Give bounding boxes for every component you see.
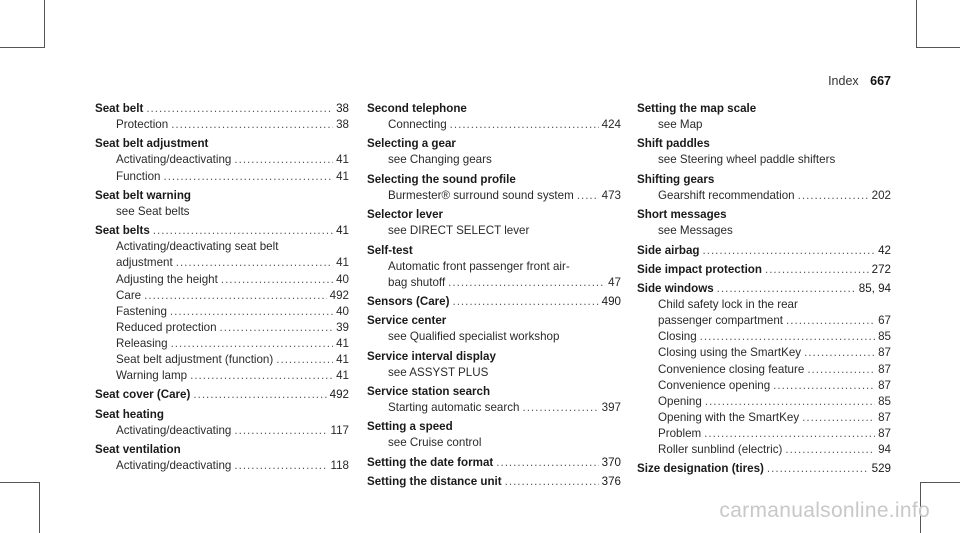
index-entry-heading — [637, 243, 891, 259]
index-entry-heading — [637, 101, 891, 117]
page-ref-link[interactable]: 41 — [336, 256, 349, 270]
index-subentry — [367, 117, 621, 133]
dot-leader — [234, 423, 327, 439]
subentry-text: see Map — [658, 118, 703, 132]
dot-leader — [786, 313, 875, 329]
dot-leader — [450, 117, 599, 133]
subentry-text: Reduced protection — [116, 320, 217, 334]
page-ref-link[interactable]: 85 — [878, 394, 891, 408]
page-ref-link[interactable]: 67 — [878, 314, 891, 328]
index-entry — [95, 136, 349, 184]
entry-title: Setting the map scale — [637, 102, 757, 115]
index-subentry — [95, 152, 349, 168]
index-subentry — [637, 117, 891, 133]
index-entry-heading — [637, 262, 891, 278]
dot-leader — [452, 294, 598, 310]
subentry-text: Warning lamp — [116, 369, 188, 383]
index-entry — [95, 188, 349, 220]
subentry-text: Activating/deactivating — [116, 459, 232, 473]
entry-title: Shift paddles — [637, 137, 710, 151]
page-ref-link[interactable]: 272 — [871, 262, 891, 276]
index-subentry — [637, 313, 891, 329]
subentry-text: adjustment — [116, 256, 173, 270]
entry-title: Seat ventilation — [95, 443, 181, 456]
index-entry — [637, 243, 891, 259]
index-entry-heading — [637, 461, 891, 477]
subentry-text: see Messages — [658, 224, 733, 238]
index-subentry — [637, 345, 891, 361]
subentry-text: Activating/deactivating seat belt — [116, 240, 279, 254]
index-entry — [367, 294, 621, 310]
index-entry-heading — [367, 455, 621, 471]
index-subentry — [95, 288, 349, 304]
index-entry — [637, 172, 891, 204]
dot-leader — [170, 304, 333, 320]
dot-leader — [798, 188, 869, 204]
page-ref-link[interactable]: 202 — [871, 188, 891, 202]
dot-leader — [505, 474, 599, 490]
dot-leader — [703, 243, 876, 259]
subentry-text: Gearshift recommendation — [658, 188, 795, 202]
index-entry-heading — [95, 101, 349, 117]
entry-title: Selecting a gear — [367, 137, 456, 151]
index-entry — [95, 407, 349, 439]
page-header — [828, 74, 891, 88]
page-ref-link[interactable]: 41 — [336, 352, 349, 366]
index-column-2 — [367, 101, 621, 493]
page-ref-link[interactable]: 41 — [336, 369, 349, 383]
index-entry — [367, 207, 621, 239]
dot-leader — [190, 368, 333, 384]
page-ref-link[interactable]: 118 — [330, 459, 349, 473]
dot-leader — [807, 362, 875, 378]
subentry-text: Problem — [658, 426, 702, 440]
subentry-text: see Cruise control — [388, 436, 482, 450]
page-ref-link[interactable]: 87 — [878, 362, 891, 376]
index-subentry — [95, 423, 349, 439]
dot-leader — [176, 255, 333, 271]
index-entry-heading — [637, 136, 891, 152]
index-subentry — [95, 117, 349, 133]
entry-title: Self-test — [367, 243, 413, 257]
dot-leader — [804, 345, 875, 361]
entry-title: Size designation (tires) — [637, 462, 764, 476]
entry-title: Side windows — [637, 282, 714, 296]
dot-leader — [144, 288, 327, 304]
index-subentry — [95, 352, 349, 368]
crop-mark — [916, 0, 917, 47]
page-number: 667 — [870, 74, 891, 88]
index-entry — [367, 349, 621, 381]
dot-leader — [163, 169, 333, 185]
page-ref-link[interactable]: 38 — [336, 102, 349, 115]
index-subentry — [367, 275, 621, 291]
index-subentry — [637, 329, 891, 345]
subentry-text: Starting automatic search — [388, 401, 520, 415]
page-ref-link[interactable]: 376 — [601, 475, 621, 489]
subentry-text: Automatic front passenger front air- — [388, 259, 570, 273]
subentry-text: see Changing gears — [388, 153, 492, 167]
dot-leader — [221, 272, 333, 288]
index-subentry — [637, 426, 891, 442]
index-entry-heading — [95, 407, 349, 423]
index-column-3 — [637, 101, 891, 481]
subentry-text: Burmester® surround sound system — [388, 188, 574, 202]
index-subentry — [95, 458, 349, 474]
dot-leader — [220, 320, 334, 336]
index-subentry — [367, 188, 621, 204]
entry-title: Setting the date format — [367, 455, 494, 469]
index-entry — [367, 384, 621, 416]
page-ref-link[interactable]: 397 — [601, 401, 621, 415]
subentry-text: Function — [116, 169, 161, 183]
subentry-text: Fastening — [116, 304, 167, 318]
subentry-text: Activating/deactivating — [116, 153, 232, 167]
index-entry-heading — [95, 136, 349, 152]
crop-mark — [920, 482, 960, 483]
dot-leader — [802, 410, 875, 426]
subentry-text: Connecting — [388, 118, 447, 132]
index-subentry — [367, 365, 621, 381]
index-entry-heading — [367, 419, 621, 435]
index-entry-heading — [367, 474, 621, 490]
crop-mark — [916, 47, 960, 48]
entry-title: Service center — [367, 314, 447, 328]
page-ref-link[interactable]: 85, 94 — [858, 282, 891, 296]
index-entry — [637, 136, 891, 168]
dot-leader — [234, 458, 327, 474]
page-ref-link[interactable]: 85 — [878, 330, 891, 344]
dot-leader — [773, 378, 875, 394]
entry-title: Short messages — [637, 208, 727, 222]
index-subentry — [95, 336, 349, 352]
index-entry — [367, 419, 621, 451]
index-entry-heading — [367, 101, 621, 117]
page-ref-link[interactable]: 424 — [601, 118, 621, 132]
index-entry-heading — [95, 442, 349, 458]
index-entry-heading — [367, 172, 621, 188]
subentry-text: Child safety lock in the rear — [658, 298, 798, 312]
index-entry — [637, 262, 891, 278]
subentry-text: passenger compartment — [658, 314, 784, 328]
page-ref-link[interactable]: 87 — [878, 426, 891, 440]
index-entry — [367, 136, 621, 168]
entry-title: Selector lever — [367, 208, 444, 222]
page-ref-link[interactable]: 94 — [878, 443, 891, 456]
page-ref-link[interactable]: 529 — [871, 462, 891, 476]
dot-leader — [705, 394, 875, 410]
dot-leader — [153, 223, 333, 239]
page-ref-link[interactable]: 492 — [329, 288, 349, 302]
crop-mark — [44, 0, 45, 47]
page-ref-link[interactable]: 41 — [336, 336, 349, 350]
index-entry-heading — [367, 136, 621, 152]
index-entry-heading — [637, 281, 891, 297]
subentry-text: Opening with the SmartKey — [658, 410, 800, 424]
subentry-text: Roller sunblind (electric) — [658, 443, 783, 456]
dot-leader — [765, 262, 869, 278]
entry-title: Seat belts — [95, 224, 150, 238]
index-entry-heading — [367, 243, 621, 259]
index-entry — [367, 455, 621, 471]
index-subentry — [95, 272, 349, 288]
entry-title: Seat belt warning — [95, 188, 191, 202]
page-ref-link[interactable]: 38 — [336, 118, 349, 132]
subentry-text: Adjusting the height — [116, 272, 218, 286]
entry-title: Side impact protection — [637, 262, 762, 276]
entry-title: Shifting gears — [637, 172, 715, 186]
index-entry-heading — [95, 188, 349, 204]
subentry-text: Seat belt adjustment (function) — [116, 352, 274, 366]
index-entry — [367, 474, 621, 490]
page-ref-link[interactable]: 370 — [601, 455, 621, 469]
index-entry-heading — [95, 387, 349, 403]
dot-leader — [171, 117, 333, 133]
page-ref-link[interactable]: 492 — [329, 388, 349, 402]
index-entry-heading — [367, 384, 621, 400]
page-ref-link[interactable]: 490 — [601, 294, 621, 308]
index-subentry — [637, 188, 891, 204]
index-entry — [367, 101, 621, 133]
subentry-text: see Seat belts — [116, 204, 190, 218]
entry-title: Selecting the sound profile — [367, 172, 516, 186]
index-entry — [637, 461, 891, 477]
index-entry — [95, 442, 349, 474]
index-entry-heading — [367, 313, 621, 329]
dot-leader — [448, 275, 605, 291]
dot-leader — [276, 352, 333, 368]
header-label: Index — [828, 74, 859, 88]
dot-leader — [193, 387, 326, 403]
index-subentry — [367, 435, 621, 451]
entry-title: Second telephone — [367, 102, 467, 115]
page-ref-link[interactable]: 47 — [608, 275, 621, 289]
index-subentry — [367, 329, 621, 345]
page-ref-link[interactable]: 39 — [336, 320, 349, 334]
page-ref-link[interactable]: 40 — [336, 304, 349, 318]
subentry-text: see DIRECT SELECT lever — [388, 224, 530, 238]
index-column-1 — [95, 101, 349, 477]
index-subentry — [637, 394, 891, 410]
entry-title: Service interval display — [367, 349, 496, 363]
subentry-text: bag shutoff — [388, 275, 446, 289]
watermark: carmanualsonline.info — [719, 499, 930, 522]
crop-mark — [0, 482, 40, 483]
index-entry-heading — [637, 207, 891, 223]
subentry-text: Opening — [658, 394, 702, 408]
index-entry — [367, 172, 621, 204]
index-entry — [367, 313, 621, 345]
index-subentry — [95, 239, 349, 255]
entry-title: Seat belt — [95, 102, 144, 115]
index-subentry — [95, 368, 349, 384]
index-subentry — [95, 320, 349, 336]
dot-leader — [496, 455, 598, 471]
index-subentry — [637, 297, 891, 313]
subentry-text: see Qualified specialist workshop — [388, 330, 560, 344]
index-entry-heading — [367, 349, 621, 365]
page-ref-link[interactable]: 41 — [336, 224, 349, 238]
page-ref-link[interactable]: 87 — [878, 410, 891, 424]
entry-title: Side airbag — [637, 243, 700, 257]
index-entry — [95, 101, 349, 133]
index-subentry — [637, 223, 891, 239]
index-subentry — [637, 410, 891, 426]
subentry-text: see Steering wheel paddle shifters — [658, 153, 836, 167]
index-entry — [367, 243, 621, 291]
dot-leader — [767, 461, 869, 477]
index-subentry — [637, 362, 891, 378]
dot-leader — [234, 152, 333, 168]
subentry-text: Activating/deactivating — [116, 423, 232, 437]
index-subentry — [637, 152, 891, 168]
subentry-text: Closing using the SmartKey — [658, 346, 802, 360]
index-subentry — [95, 204, 349, 220]
page-ref-link[interactable]: 40 — [336, 272, 349, 286]
page-ref-link[interactable]: 87 — [878, 378, 891, 392]
page-ref-link[interactable]: 473 — [601, 188, 621, 202]
subentry-text: Releasing — [116, 336, 168, 350]
entry-title: Service station search — [367, 385, 491, 398]
entry-title: Sensors (Care) — [367, 294, 450, 308]
page-ref-link[interactable]: 41 — [336, 153, 349, 167]
dot-leader — [700, 329, 875, 345]
page-ref-link[interactable]: 117 — [330, 423, 349, 437]
index-subentry — [367, 400, 621, 416]
dot-leader — [704, 426, 875, 442]
subentry-text: Convenience opening — [658, 378, 771, 392]
index-entry — [637, 101, 891, 133]
subentry-text: see ASSYST PLUS — [388, 365, 489, 379]
index-subentry — [95, 255, 349, 271]
subentry-text: Protection — [116, 118, 169, 132]
index-subentry — [637, 378, 891, 394]
entry-title: Seat belt adjustment — [95, 137, 209, 151]
page-ref-link[interactable]: 41 — [336, 169, 349, 183]
index-entry-heading — [367, 294, 621, 310]
index-subentry — [637, 442, 891, 458]
dot-leader — [171, 336, 334, 352]
index-entry — [637, 281, 891, 458]
dot-leader — [577, 188, 599, 204]
subentry-text: Care — [116, 288, 142, 302]
index-subentry — [367, 223, 621, 239]
crop-mark — [0, 47, 45, 48]
index-subentry — [95, 304, 349, 320]
subentry-text: Closing — [658, 330, 697, 344]
page-ref-link[interactable]: 87 — [878, 346, 891, 360]
index-entry-heading — [95, 223, 349, 239]
entry-title: Setting a speed — [367, 420, 453, 434]
dot-leader — [146, 101, 333, 117]
entry-title: Seat heating — [95, 407, 164, 421]
index-entry — [95, 387, 349, 403]
dot-leader — [785, 442, 875, 458]
dot-leader — [522, 400, 598, 416]
index-entry — [637, 207, 891, 239]
subentry-text: Convenience closing feature — [658, 362, 805, 376]
page-ref-link[interactable]: 42 — [878, 243, 891, 257]
dot-leader — [717, 281, 856, 297]
entry-title: Setting the distance unit — [367, 475, 502, 489]
index-entry-heading — [637, 172, 891, 188]
entry-title: Seat cover (Care) — [95, 388, 191, 402]
crop-mark — [39, 482, 40, 533]
index-subentry — [367, 259, 621, 275]
index-entry-heading — [367, 207, 621, 223]
index-subentry — [95, 169, 349, 185]
index-subentry — [367, 152, 621, 168]
index-entry — [95, 223, 349, 384]
